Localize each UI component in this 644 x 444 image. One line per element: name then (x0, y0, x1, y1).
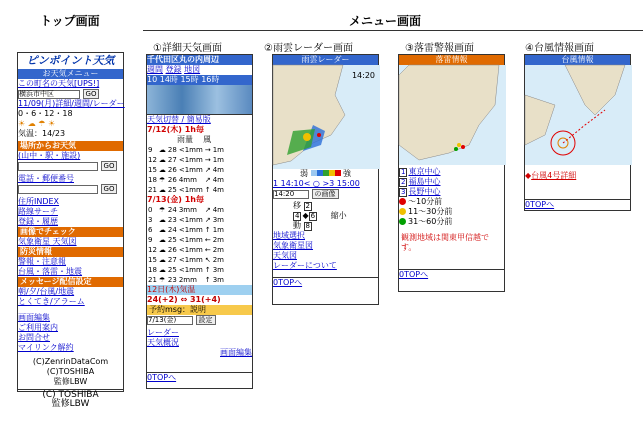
top-screen (17, 52, 125, 409)
temps: 24(+2) ⇔ 31(+4) (147, 295, 221, 304)
weather-cell: ↑ (204, 276, 211, 284)
my-weather-link[interactable]: この町名の天気[UPS!] (18, 79, 100, 88)
weather-cell: 27 (167, 156, 177, 164)
weather-row (147, 275, 225, 285)
temp-line: 気温：14/23 (18, 129, 66, 138)
mail-link-1[interactable]: 朝/夕/台風/地震 (18, 287, 75, 296)
lightning-map[interactable] (399, 65, 504, 165)
weather-cell: 15 (148, 256, 157, 264)
weather-cell: 2mm (178, 276, 197, 284)
radar-time-select[interactable]: 14:20 (273, 190, 309, 199)
weather-cell: 9 (148, 236, 153, 244)
detail-tabs (147, 65, 252, 75)
location-row (18, 89, 123, 99)
address-index-link[interactable]: 住所INDEX (18, 197, 60, 206)
tab-map[interactable]: 地図 (184, 65, 201, 74)
copyright-toshiba: (C)TOSHIBA (46, 367, 95, 376)
copyright-zenrin: (C)ZenrinDataCom (32, 357, 109, 366)
weather-cell: <1mm (178, 266, 203, 274)
lightning-screen (398, 54, 505, 292)
weather-cell: <1mm (178, 226, 203, 234)
weather-cell: ← (204, 236, 211, 244)
weather-cell: 26 (167, 166, 177, 174)
weather-cell: ☂ (158, 206, 166, 214)
weather-cell: ↑ (204, 186, 211, 194)
day1-table (147, 145, 225, 195)
weather-row (147, 205, 225, 215)
disaster-bar: 防災情報 (18, 247, 123, 257)
weather-cell: <1mm (178, 236, 203, 244)
weather-cell: 25 (167, 236, 177, 244)
legend-11-30: 11〜30分前 (399, 207, 504, 217)
satellite-link[interactable]: 気象衛星図 (273, 241, 313, 250)
typhoon-map[interactable] (525, 65, 630, 165)
date-select-row (147, 315, 252, 328)
radar-link[interactable]: レーダー (147, 328, 179, 337)
weather-cell: ☁ (158, 236, 166, 244)
day2-header: 7/13(金) 1h毎 (147, 195, 204, 204)
detail-switch-links[interactable]: 天気切替 / 簡易版 (147, 115, 211, 124)
weather-cell: → (204, 146, 211, 154)
detail-top-link[interactable]: 0TOPへ (147, 372, 252, 382)
weather-cell: ☂ (158, 276, 166, 284)
weather-cell: 18 (148, 176, 157, 184)
weather-row (147, 235, 225, 245)
radar-thumbnails[interactable] (147, 85, 252, 115)
location-input[interactable]: 横浜市中区 (18, 90, 80, 99)
weather-cell: ☁ (158, 166, 166, 174)
menu-screen-heading: メニュー画面 (349, 14, 422, 28)
radar-image-button[interactable]: の画像 (312, 189, 339, 199)
weather-cell: ☁ (158, 246, 166, 254)
weather-cell: 26 (167, 246, 177, 254)
weather-cell: 24 (167, 226, 177, 234)
logo: ピンポイント天気 (26, 54, 115, 67)
hour-headers: 10 14時 15時 16時 (147, 75, 252, 85)
weather-cell: 2m (212, 236, 224, 244)
weather-cell: 1m (212, 226, 224, 234)
weather-cell: ☁ (158, 146, 166, 154)
move-row-mid: 4 ◆ 6 縮小 (295, 211, 347, 220)
move-down-key[interactable]: 8 (305, 222, 311, 230)
legend-0-10: 〜10分前 (399, 197, 504, 207)
weather-cell: 2m (212, 246, 224, 254)
screen-edit-link[interactable]: 画面編集 (18, 313, 50, 322)
weather-cell: <1mm (178, 256, 203, 264)
weather-cell: 3m (212, 276, 224, 284)
forecast-msg: 予約msg：説明 (147, 305, 252, 315)
weather-row (147, 255, 225, 265)
weather-cell: 3 (148, 216, 153, 224)
outer-copyright-lbw: 監修LBW (51, 399, 90, 409)
weather-row (147, 175, 225, 185)
move-up-key[interactable]: 2 (305, 202, 311, 210)
radar-title: 雨雲レーダー (273, 55, 378, 65)
lightning-title: 落雷情報 (399, 55, 504, 65)
weather-cell: 12 (148, 156, 157, 164)
subtitle-typhoon: ④台風情報画面 (525, 43, 594, 54)
weather-cell: 0 (148, 206, 153, 214)
weather-cell: 25 (167, 266, 177, 274)
weather-cell: <1mm (178, 186, 203, 194)
overview-link[interactable]: 天気概況 (147, 338, 179, 347)
postal-label[interactable]: 電話・郵便番号 (18, 174, 74, 183)
weather-cell: <1mm (178, 216, 203, 224)
postal-go-button[interactable]: GO (101, 184, 118, 194)
weather-cell: 4m (212, 176, 224, 184)
fukushima-center-link[interactable]: 2 福島中心 (401, 177, 441, 186)
day2-table (147, 205, 225, 285)
weather-cell: 2m (212, 256, 224, 264)
setting-button[interactable]: 設定 (196, 315, 216, 325)
tab-weekly[interactable]: 週間 (147, 65, 163, 74)
move-row-bottom: 動 8 (293, 221, 311, 230)
weather-cell: ☁ (158, 156, 166, 164)
typhoon-map-svg (525, 65, 632, 165)
radar-screen (272, 54, 379, 305)
menu-rule (143, 30, 643, 31)
weather-row (147, 185, 225, 195)
radar-legend: 弱 強 (299, 169, 352, 178)
place-input[interactable] (18, 162, 98, 171)
weather-row (147, 165, 225, 175)
weather-cell: ☁ (158, 256, 166, 264)
weather-menu-link[interactable]: お天気メニュー (18, 69, 123, 79)
temp-bar: 12日(木)気温 (147, 285, 252, 295)
weather-cell: 3m (212, 216, 224, 224)
weather-cell: 21 (148, 186, 157, 194)
move-left-key[interactable]: 4 (295, 212, 300, 220)
search-bar: 場所からお天気 (18, 141, 123, 151)
weather-cell: 3m (212, 266, 224, 274)
weather-cell: 9 (148, 146, 153, 154)
move-row: 移 2 (293, 201, 311, 210)
typhoon-quake-link[interactable]: 台風・落雷・地震 (18, 267, 82, 276)
weather-cell: 25 (167, 186, 177, 194)
typhoon-detail-link[interactable]: 台風4号詳細 (531, 171, 577, 180)
time-line: 0・6・12・18 (18, 109, 73, 118)
weather-cell: 28 (167, 146, 177, 154)
weather-cell: <1mm (178, 156, 203, 164)
image-links[interactable]: 気象衛星 天気図 (18, 237, 77, 246)
copyright-lbw: 監修LBW (53, 377, 88, 386)
weather-cell: ☁ (158, 226, 166, 234)
typhoon-top-link[interactable]: 0TOPへ (525, 199, 630, 209)
weather-cell: 23 (167, 216, 177, 224)
weather-cell: 23 (167, 276, 177, 284)
lightning-map-svg (399, 65, 506, 165)
date-links[interactable]: 11/09(月)詳細/週間/レーダー (18, 99, 125, 108)
mail-link-2[interactable]: とくてき/アラーム (18, 297, 85, 306)
weather-cell: ↑ (204, 266, 211, 274)
contact-link[interactable]: お問合せ (18, 333, 50, 342)
search-hint[interactable]: (山中・駅・施設) (18, 151, 81, 160)
subtitle-detail: ①詳細天気画面 (153, 43, 222, 54)
radar-map-svg (273, 65, 380, 169)
weather-cell: ↗ (204, 206, 211, 214)
weather-cell: 3mm (178, 206, 197, 214)
weather-cell: 24 (167, 206, 177, 214)
place-go-button[interactable]: GO (101, 161, 118, 171)
weather-cell: 18 (148, 266, 157, 274)
day1-header: 7/12(木) 1h毎 (147, 125, 204, 134)
subtitle-radar: ②雨雲レーダー画面 (264, 43, 353, 54)
warnings-link[interactable]: 警報・注意報 (18, 257, 66, 266)
radar-top-link[interactable]: 0TOPへ (273, 277, 378, 287)
cancel-link[interactable]: マイリンク解約 (18, 343, 74, 352)
about-radar-link[interactable]: レーダーについて (273, 261, 337, 270)
nagano-center-link[interactable]: 3 長野中心 (401, 187, 441, 196)
postal-input[interactable] (18, 185, 98, 194)
weather-cell: ☁ (158, 266, 166, 274)
weather-cell: ☁ (158, 186, 166, 194)
column-headers: 雨量 風 (177, 135, 212, 144)
weather-cell: 12 (148, 246, 157, 254)
weather-cell: ↗ (204, 176, 211, 184)
legend-31-60: 31〜60分前 (399, 217, 504, 227)
top-screen-heading: トップ画面 (40, 14, 100, 28)
history-link[interactable]: 登録・履歴 (18, 217, 58, 226)
weather-cell: <1mm (178, 146, 203, 154)
weather-cell: ← (204, 246, 211, 254)
weather-row (147, 215, 225, 225)
weather-cell: 4mm (178, 176, 197, 184)
mail-bar: メッセージ配信設定 (18, 277, 123, 287)
detail-title: 千代田区丸の内周辺 (147, 55, 252, 65)
weather-cell: ↗ (204, 216, 211, 224)
weather-cell: ☁ (158, 216, 166, 224)
radar-select-row (273, 189, 378, 201)
typhoon-screen (524, 54, 631, 211)
date-select[interactable]: 7/13(金) (147, 316, 193, 325)
image-bar: 画像でチェック (18, 227, 123, 237)
move-right-key[interactable]: 6 (310, 212, 316, 220)
weather-cell: 21 (148, 276, 157, 284)
weather-row (147, 145, 225, 155)
zoom-out-link[interactable]: 縮小 (330, 211, 347, 220)
typhoon-detail-row: ◆台風4号詳細 (525, 171, 577, 180)
weather-cell: 15 (148, 166, 157, 174)
weather-cell: ↖ (204, 256, 211, 264)
observation-note: 観測地域は関東甲信越です。 (401, 233, 489, 252)
region-select-link[interactable]: 地域選択 (273, 231, 305, 240)
weather-cell: <1mm (178, 246, 203, 254)
radar-time-nav[interactable]: 1 14:10< ○ >3 15:00 (273, 179, 360, 188)
weather-cell: 4m (212, 166, 224, 174)
usage-guide-link[interactable]: ご利用案内 (18, 323, 58, 332)
typhoon-title: 台風情報 (525, 55, 630, 65)
go-button[interactable]: GO (83, 89, 100, 99)
weather-cell: ↗ (204, 166, 211, 174)
outer-copyright-toshiba: (C) TOSHIBA (18, 389, 123, 399)
weather-cell: 27 (167, 256, 177, 264)
weather-line: ☀ ☁ ☂ ☀ (18, 119, 56, 128)
route-search-link[interactable]: 路線サーチ (18, 207, 58, 216)
detail-screen (146, 54, 253, 389)
weather-row (147, 245, 225, 255)
weather-cell: 1m (212, 156, 224, 164)
radar-time: 14:20 (351, 71, 375, 80)
weather-cell: 26 (167, 176, 177, 184)
weather-row (147, 155, 225, 165)
radar-map[interactable] (273, 65, 378, 169)
weather-row (147, 265, 225, 275)
weather-cell: 4m (212, 206, 224, 214)
weather-cell: → (204, 156, 211, 164)
tokyo-center-link[interactable]: 1 東京中心 (401, 167, 441, 176)
lightning-top-link[interactable]: 0TOPへ (399, 269, 504, 279)
edit-link[interactable]: 画面編集 (220, 348, 252, 357)
postal-row (18, 184, 123, 197)
weather-row (147, 225, 225, 235)
weather-cell: ↑ (204, 226, 211, 234)
tab-register[interactable]: 登録 (165, 65, 182, 74)
weather-chart-link[interactable]: 天気図 (273, 251, 297, 260)
subtitle-lightning: ③落雷警報画面 (405, 43, 474, 54)
weather-cell: 1m (212, 146, 224, 154)
search-row (18, 161, 123, 174)
weather-cell: ☂ (158, 176, 166, 184)
weather-cell: 4m (212, 186, 224, 194)
weather-cell: 6 (148, 226, 153, 234)
weather-cell: <1mm (178, 166, 203, 174)
